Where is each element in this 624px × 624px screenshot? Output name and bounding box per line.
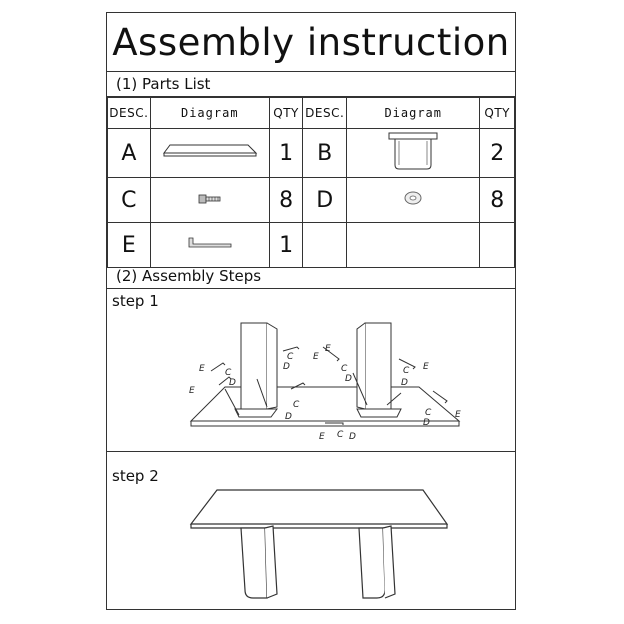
callout-d: D [229,378,236,388]
step-2-panel [107,452,515,609]
empty-cell [347,223,480,268]
table-row [108,178,515,223]
desc-header: DESC. [303,98,347,129]
callout-d: D [285,412,292,422]
part-diagram-hex-key [150,223,269,268]
instruction-sheet [106,12,516,610]
diagram-header: Diagram [150,98,269,129]
callout-c: C [225,368,232,378]
step-1-panel [107,289,515,452]
part-desc: C [108,178,151,223]
page-title: Assembly instruction [107,13,515,72]
callout-c: C [287,352,294,362]
callout-e: E [325,344,331,354]
part-desc [303,223,347,268]
parts-table [107,97,515,268]
callout-e: E [199,364,205,374]
callout-c: C [293,400,300,410]
part-qty: 8 [269,178,303,223]
callout-c: C [403,366,410,376]
part-diagram-washer [347,178,480,223]
assembly-steps-heading: (2) Assembly Steps [107,263,515,289]
parts-table-header [108,98,515,129]
step-1-label: step 1 [112,292,159,310]
callout-c: C [425,408,432,418]
diagram-header: Diagram [347,98,480,129]
part-qty [480,223,515,268]
step-2-label: step 2 [112,467,159,485]
part-desc: E [108,223,151,268]
part-diagram-screw [150,178,269,223]
part-diagram-tabletop [150,129,269,178]
callout-e: E [319,432,325,442]
callout-d: D [349,432,356,442]
callout-d: D [345,374,352,384]
part-qty: 2 [480,129,515,178]
callout-c: C [337,430,344,440]
callout-e: E [455,410,461,420]
part-qty: 1 [269,223,303,268]
callout-e: E [189,386,195,396]
callout-d: D [401,378,408,388]
callout-c: C [341,364,348,374]
callout-d: D [423,418,430,428]
qty-header: QTY [269,98,303,129]
callout-d: D [283,362,290,372]
washer-icon [401,188,425,208]
part-desc: B [303,129,347,178]
qty-header: QTY [480,98,515,129]
hex-key-icon [185,235,235,251]
callout-e: E [423,362,429,372]
part-qty: 8 [480,178,515,223]
callout-e: E [313,352,319,362]
part-qty: 1 [269,129,303,178]
screw-icon [195,192,225,206]
table-leg-icon [383,129,443,173]
step-2-diagram [107,452,515,608]
table-row [108,129,515,178]
part-diagram-leg [347,129,480,178]
desc-header: DESC. [108,98,151,129]
step-1-diagram [107,289,515,451]
part-desc: D [303,178,347,223]
part-desc: A [108,129,151,178]
table-row [108,223,515,268]
parts-list-heading: (1) Parts List [107,71,515,97]
tabletop-icon [160,139,260,163]
